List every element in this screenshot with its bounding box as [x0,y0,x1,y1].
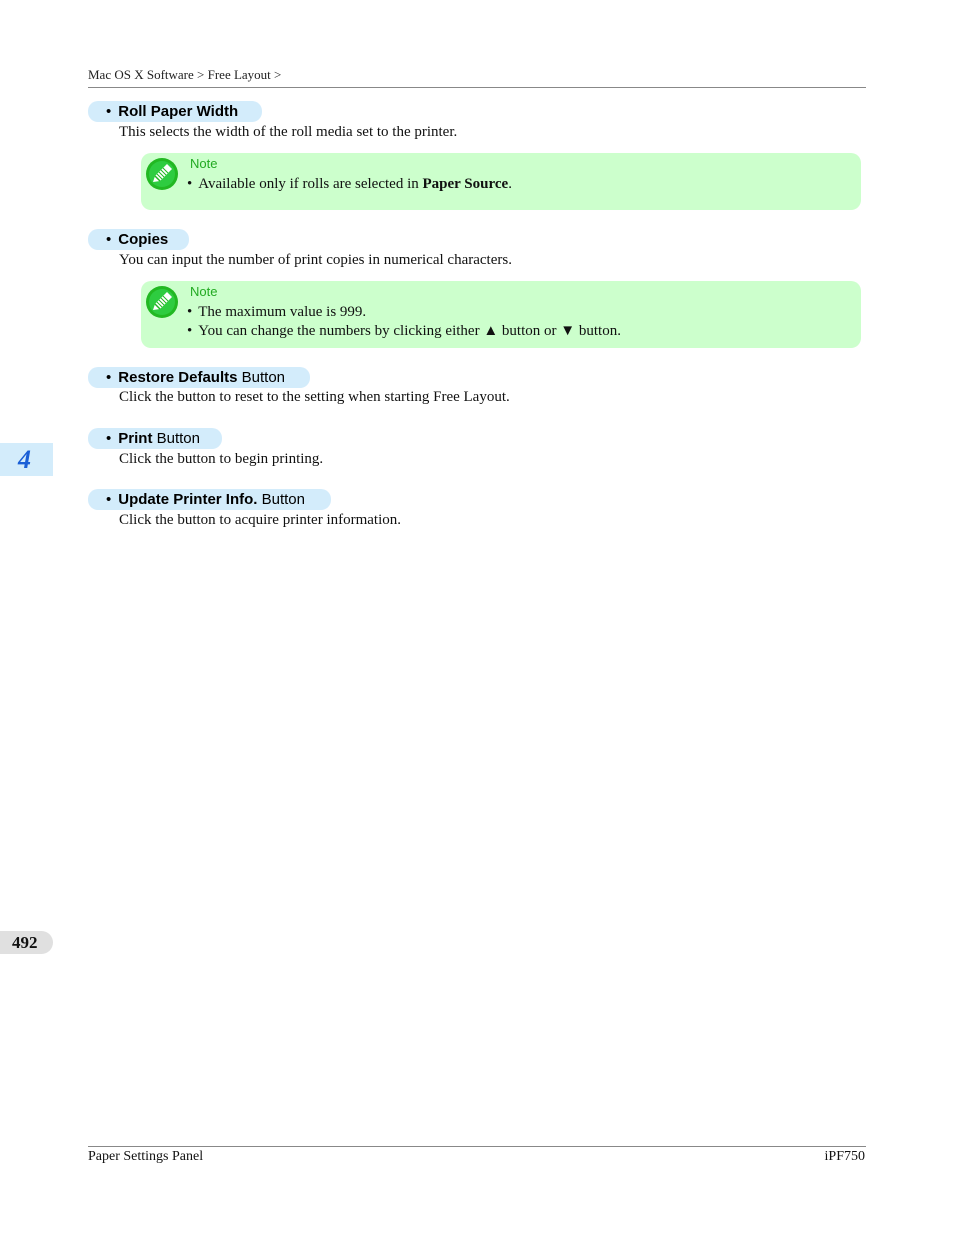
section-description: You can input the number of print copies in numerical characters. [119,252,512,268]
section-description: This selects the width of the roll media set to the printer. [119,124,458,140]
section-title-bold: Print [118,430,153,447]
section-title-rest: Button [152,430,200,447]
footer-section-title: Paper Settings Panel [88,1149,204,1164]
header-divider [88,87,866,88]
bullet: • [106,369,112,386]
footer-divider [88,1146,866,1147]
note-label: Note [190,284,218,299]
chapter-tab[interactable] [0,443,53,476]
chapter-number: 4 [18,445,31,474]
note-item [187,304,366,321]
note-text: You can change the numbers by clicking either ▲ button or ▼ button. [198,323,621,339]
note-box [141,153,861,210]
note-text-end: . [508,176,512,192]
section-heading-restore-defaults [88,367,310,388]
bullet: • [106,430,112,447]
bullet: • [187,304,193,320]
breadcrumb: Mac OS X Software > Free Layout > [88,67,282,82]
bullet: • [187,176,193,192]
section-heading-copies [88,229,189,250]
page-number-badge [0,931,53,954]
note-item [187,176,512,193]
note-bold-text: Paper Source [422,176,509,192]
footer-model-name: iPF750 [824,1149,865,1164]
section-heading-print [88,428,222,449]
section-description: Click the button to acquire printer information. [119,512,402,528]
section-title-bold: Update Printer Info. [118,491,258,508]
bullet: • [187,323,193,339]
section-title-bold: Roll Paper Width [118,103,239,120]
note-text: Available only if rolls are selected in [198,176,423,192]
section-description: Click the button to begin printing. [119,451,324,467]
section-heading-roll-paper-width [88,101,262,122]
section-title-bold: Copies [118,231,169,248]
note-text: The maximum value is 999. [198,304,367,320]
note-item [187,323,621,340]
section-title-rest: Button [237,369,286,386]
section-description: Click the button to reset to the setting when starting Free Layout. [119,389,510,405]
note-box [141,281,861,348]
note-label: Note [190,156,218,171]
section-title-rest: Button [257,491,305,508]
bullet: • [106,491,112,508]
section-heading-update-printer-info [88,489,331,510]
bullet: • [106,103,112,120]
bullet: • [106,231,112,248]
pencil-note-icon [145,157,179,191]
page-number: 492 [12,933,38,952]
pencil-note-icon [145,285,179,319]
section-title-bold: Restore Defaults [118,369,238,386]
